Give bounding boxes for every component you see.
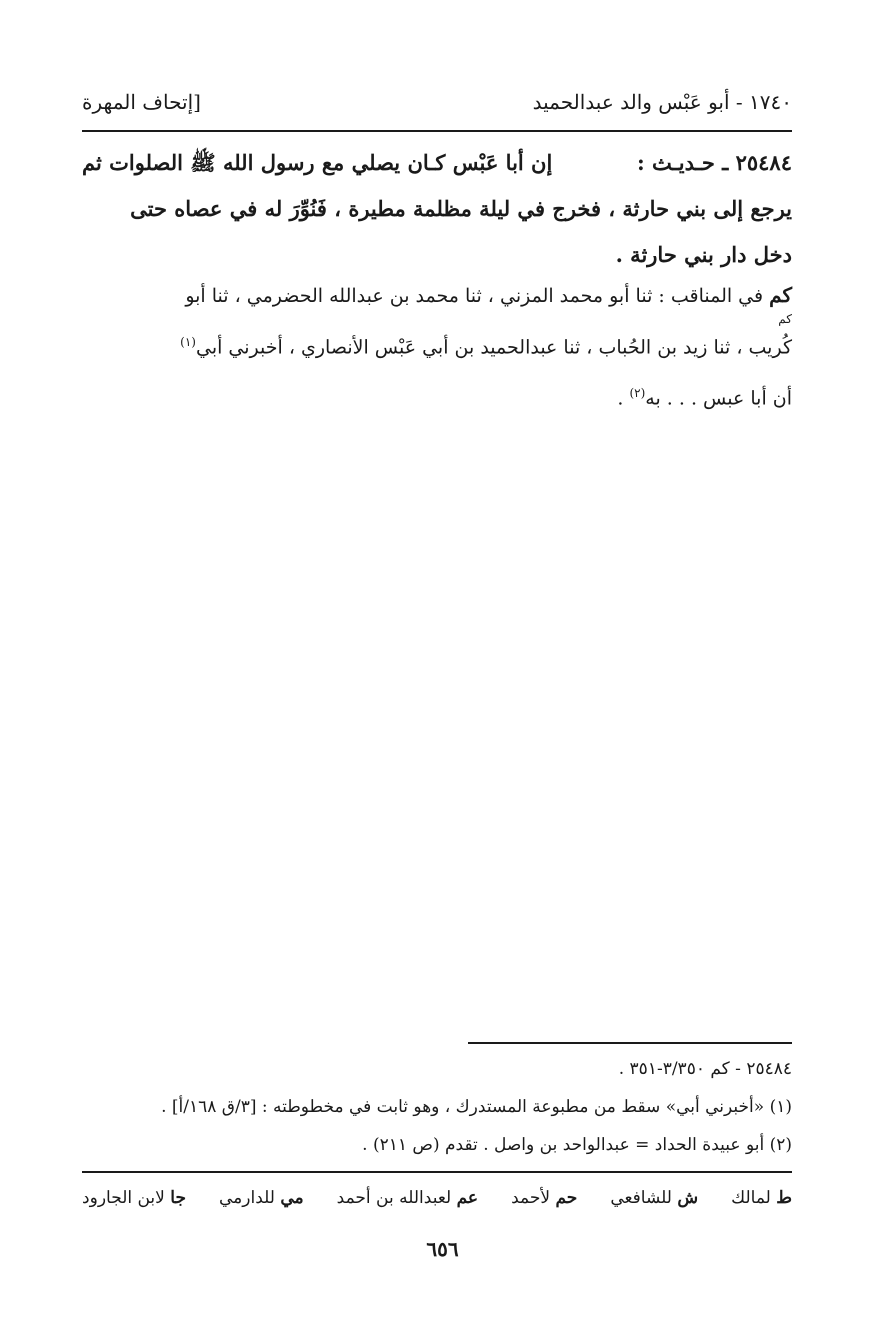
isnad-line-2 [82, 319, 792, 370]
chapter-title: ١٧٤٠ - أبو عَبْس والد عبدالحميد [532, 90, 792, 114]
abbr-item: ش للشافعي [610, 1188, 699, 1208]
abbreviations-legend [82, 1180, 792, 1216]
abbreviations-divider [82, 1171, 792, 1173]
footnote-2: (٢) أبو عبيدة الحداد = عبدالواحد بن واصل . تقدم (ص ٢١١) . [362, 1135, 792, 1155]
abbr-item: حم لأحمد [511, 1188, 578, 1208]
isnad-text [82, 272, 792, 422]
hadith-line-1-text: إن أبا عَبْس كـان يصلي مع رسول الله ﷺ الصلوات ثم [82, 150, 553, 175]
isnad-line-3-text: أن أبا عبس . . . به [645, 387, 792, 410]
hadith-number: ٢٥٤٨٤ ـ حـديـث : [636, 150, 792, 175]
page-number: ٦٥٦ [426, 1237, 459, 1261]
source-label: كم [769, 283, 792, 307]
abbr-item: ط لمالك [731, 1188, 792, 1208]
isnad-end: . [617, 387, 630, 410]
isnad-line-1-text: في المناقب : ثنا أبو محمد المزني ، ثنا محمد بن عبدالله الحضرمي ، ثنا أبو [185, 285, 764, 307]
book-title: [إتحاف المهرة [82, 90, 201, 114]
hadith-line-2: يرجع إلى بني حارثة ، فخرج في ليلة مظلمة مطيرة ، فَنُوِّرَ له في عصاه حتى [130, 196, 792, 221]
hadith-line-3: دخل دار بني حارثة . [615, 242, 792, 267]
footnote-divider [468, 1042, 792, 1044]
abbr-item: عم لعبدالله بن أحمد [336, 1188, 479, 1208]
isnad-line-3 [82, 370, 792, 421]
isnad-line-2-text: كُريب ، ثنا زيد بن الحُباب ، ثنا عبدالحميد بن أبي عَبْس الأنصاري ، أخبرني أبي [195, 336, 792, 359]
header-divider [82, 130, 792, 132]
footnote-source: ٢٥٤٨٤ - كم ٣/٣٥٠-٣٥١ . [618, 1059, 792, 1079]
page-header [82, 82, 792, 122]
isnad-line-1 [82, 272, 792, 319]
footnote-ref-2[interactable]: (٢) [629, 386, 646, 401]
footnote-ref-1[interactable]: (١) [180, 335, 196, 349]
hadith-line-1 [82, 140, 792, 186]
footnote-1: (١) «أخبرني أبي» سقط من مطبوعة المستدرك ، وهو ثابت في مخطوطته : [٣/ق ١٦٨/أ] . [161, 1097, 792, 1117]
abbr-item: جا لابن الجارود [82, 1188, 186, 1208]
footnotes [82, 1050, 792, 1164]
source-marker: كم [778, 312, 792, 326]
abbr-item: مي للدارمي [219, 1188, 304, 1208]
